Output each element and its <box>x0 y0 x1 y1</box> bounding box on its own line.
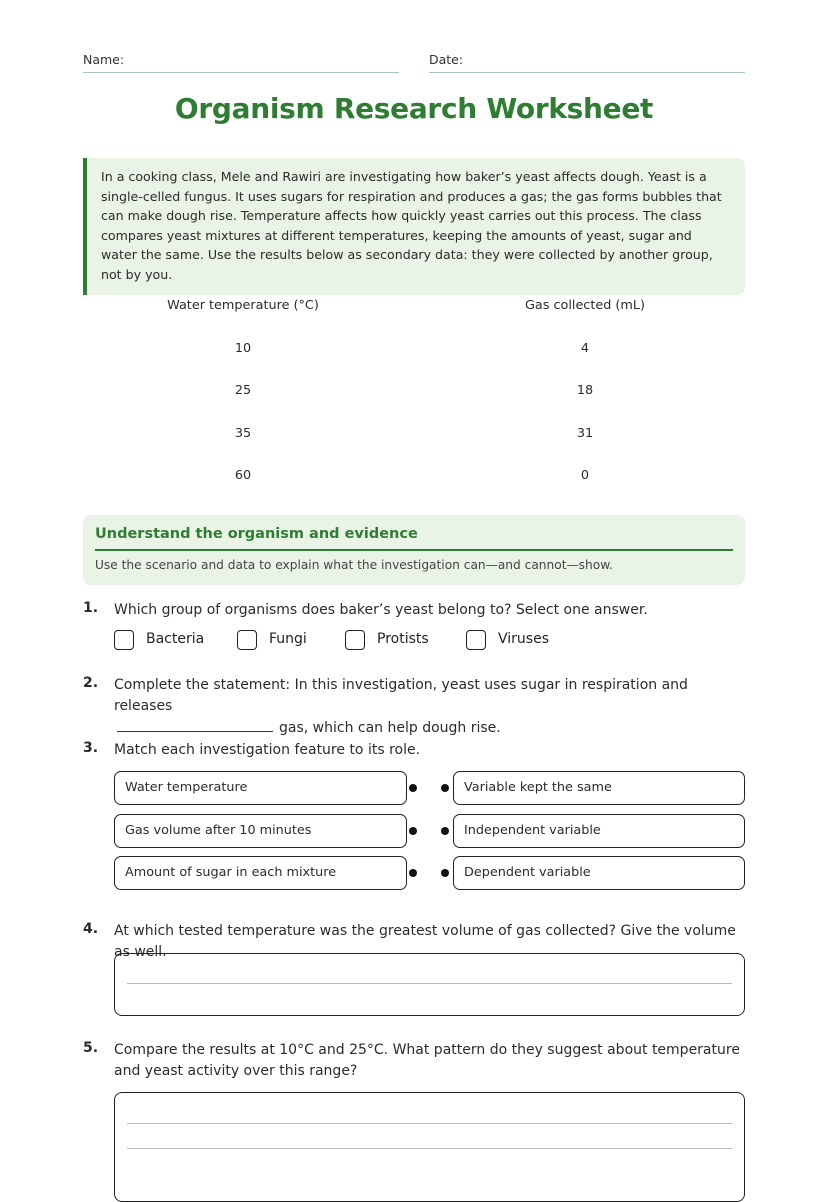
table-header-row <box>83 290 745 333</box>
option-label: Bacteria <box>146 631 205 647</box>
table-row <box>83 418 745 461</box>
table-row <box>83 333 745 376</box>
match-dot[interactable] <box>409 869 417 877</box>
answer-line <box>127 1123 732 1124</box>
match-row <box>114 856 745 890</box>
option-label: Fungi <box>269 631 307 647</box>
question-text: Compare the results at 10°C and 25°C. What pattern do they suggest about temperature and yeast activity over this range? <box>114 1042 740 1079</box>
question-text: At which tested temperature was the greatest volume of gas collected? Give the volume as well. <box>114 923 736 960</box>
match-role[interactable]: Dependent variable <box>453 856 745 890</box>
date-label: Date: <box>429 52 464 67</box>
option-label: Viruses <box>498 631 549 647</box>
table-cell: 35 <box>234 425 252 441</box>
table-cell: 25 <box>234 383 252 398</box>
page-title: Organism Research Worksheet <box>174 92 654 125</box>
checkbox[interactable] <box>114 630 134 650</box>
question-text-after: gas, which can help dough rise. <box>279 720 501 736</box>
intro-scenario: In a cooking class, Mele and Rawiri are investigating how baker’s yeast affects dough. Yeast is a single-celled fungus. It uses sugars for respiration and produces a gas; the gas forms bubbles that can make dough rise. Temperature affects how quickly yeast carries out this process. The class compares yeast mixtures at different temperatures, keeping the amounts of yeast, sugar and water the same. Use the results below as secondary data: they were collected by another group, not by you. <box>83 158 745 295</box>
question-number: 5. <box>83 1040 99 1056</box>
checkbox[interactable] <box>237 630 257 650</box>
match-dot[interactable] <box>441 784 449 792</box>
section-title: Understand the organism and evidence <box>95 525 733 551</box>
fill-in-blank[interactable] <box>117 717 273 732</box>
match-role[interactable]: Independent variable <box>453 814 745 848</box>
match-dot[interactable] <box>441 869 449 877</box>
table-cell: 0 <box>580 468 590 483</box>
table-cell: 10 <box>234 340 252 356</box>
section-subtitle: Use the scenario and data to explain what the investigation can—and cannot—show. <box>95 558 613 572</box>
question-text <box>114 675 744 739</box>
match-feature[interactable]: Gas volume after 10 minutes <box>114 814 407 848</box>
question-text: Match each investigation feature to its role. <box>114 742 421 758</box>
match-row <box>114 771 745 805</box>
match-feature[interactable]: Water temperature <box>114 771 407 805</box>
answer-box-q5[interactable] <box>114 1092 745 1202</box>
table-row <box>83 375 745 418</box>
question-number: 2. <box>83 675 99 691</box>
table-row <box>83 460 745 503</box>
match-role[interactable]: Variable kept the same <box>453 771 745 805</box>
answer-line <box>127 983 732 984</box>
table-cell: 4 <box>580 340 590 356</box>
table-cell: 31 <box>576 425 594 441</box>
section-header <box>83 515 745 585</box>
table-header: Water temperature (°C) <box>167 298 319 313</box>
name-field[interactable] <box>83 52 399 73</box>
name-label: Name: <box>83 52 125 67</box>
table-header: Gas collected (mL) <box>524 298 646 313</box>
question-number: 3. <box>83 740 99 756</box>
checkbox[interactable] <box>466 630 486 650</box>
question-text: Which group of organisms does baker’s yeast belong to? Select one answer. <box>114 602 648 618</box>
match-dot[interactable] <box>441 827 449 835</box>
match-dot[interactable] <box>409 784 417 792</box>
match-dot[interactable] <box>409 827 417 835</box>
match-feature[interactable]: Amount of sugar in each mixture <box>114 856 407 890</box>
date-field[interactable] <box>429 52 745 73</box>
question-text-before: Complete the statement: In this investigation, yeast uses sugar in respiration and releases <box>114 677 688 714</box>
table-cell: 18 <box>576 383 594 398</box>
question-number: 4. <box>83 921 99 937</box>
header-fields <box>83 52 745 74</box>
option-label: Protists <box>377 631 429 647</box>
question-number: 1. <box>83 600 99 616</box>
checkbox[interactable] <box>345 630 365 650</box>
match-row <box>114 814 745 848</box>
data-table <box>83 290 745 503</box>
answer-line <box>127 1148 732 1149</box>
table-cell: 60 <box>234 468 252 483</box>
answer-box-q4[interactable] <box>114 953 745 1016</box>
